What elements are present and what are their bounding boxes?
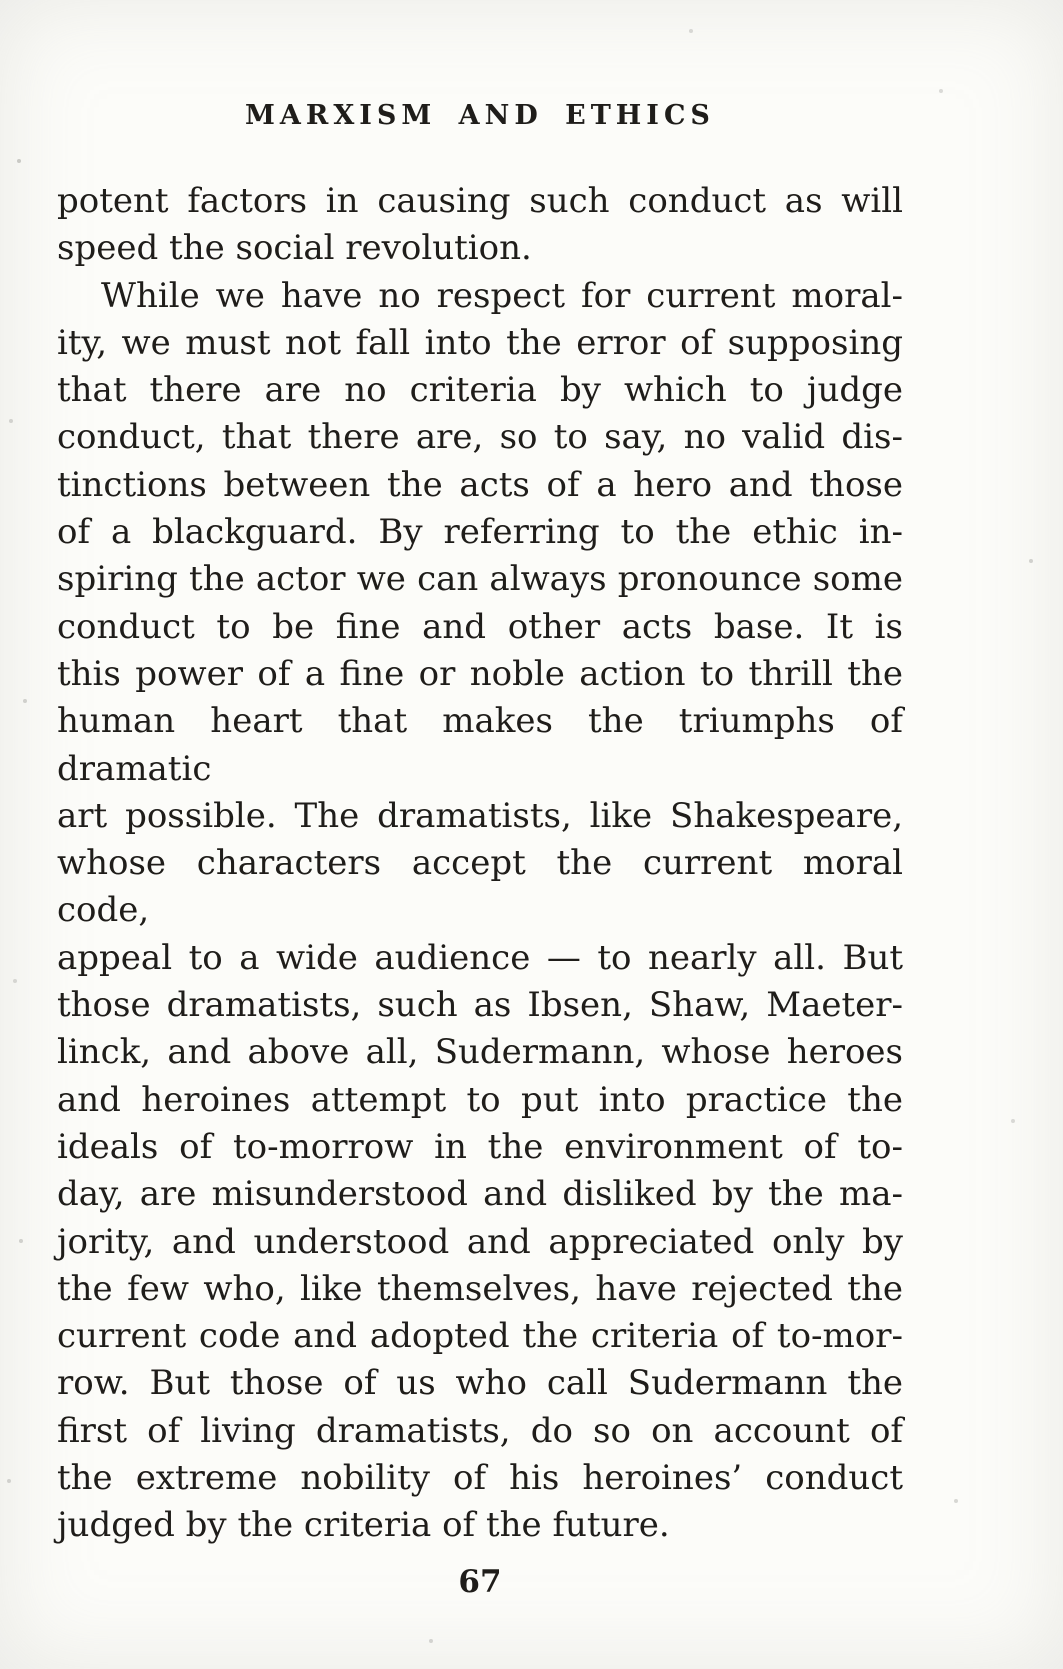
text-line: conduct to be fine and other acts base. It is xyxy=(57,606,903,647)
scan-speckles xyxy=(0,0,2,2)
text-line: speed the social revolution. xyxy=(57,228,532,269)
text-line: human heart that makes the triumphs of dramatic xyxy=(57,701,903,789)
text-line: those dramatists, such as Ibsen, Shaw, Maeter- xyxy=(57,985,903,1026)
text-line: the extreme nobility of his heroines’ conduct xyxy=(57,1458,903,1499)
text-line: jority, and understood and appreciated only by xyxy=(57,1221,903,1262)
text-line: day, are misunderstood and disliked by the ma- xyxy=(57,1174,903,1215)
text-line: conduct, that there are, so to say, no valid dis- xyxy=(57,417,903,458)
text-line: tinctions between the acts of a hero and those xyxy=(57,464,903,505)
text-line: the few who, like themselves, have rejected the xyxy=(57,1268,903,1309)
running-header: MARXISM AND ETHICS xyxy=(245,100,715,131)
text-line: ity, we must not fall into the error of supposing xyxy=(57,322,903,363)
text-line: linck, and above all, Sudermann, whose heroes xyxy=(57,1032,903,1073)
page-body xyxy=(57,178,903,1550)
text-line: of a blackguard. By referring to the ethic in- xyxy=(57,512,903,553)
text-line: While we have no respect for current moral- xyxy=(101,275,903,316)
text-line: row. But those of us who call Sudermann the xyxy=(57,1363,903,1404)
text-line: judged by the criteria of the future. xyxy=(57,1505,670,1546)
text-line: appeal to a wide audience — to nearly all. But xyxy=(57,937,903,978)
text-line: that there are no criteria by which to judge xyxy=(57,370,903,411)
text-column xyxy=(57,0,903,1602)
text-line: potent factors in causing such conduct as will xyxy=(57,181,903,221)
page-number: 67 xyxy=(458,1563,502,1600)
text-line: current code and adopted the criteria of to-mor- xyxy=(57,1316,903,1357)
text-line: spiring the actor we can always pronounce some xyxy=(57,559,903,600)
text-line: first of living dramatists, do so on account of xyxy=(57,1410,903,1451)
text-line: this power of a fine or noble action to thrill the xyxy=(57,653,903,694)
text-line: whose characters accept the current moral code, xyxy=(57,843,903,931)
text-line: and heroines attempt to put into practice the xyxy=(57,1079,903,1120)
text-line: art possible. The dramatists, like Shakespeare, xyxy=(57,795,903,836)
text-line: ideals of to-morrow in the environment of to- xyxy=(57,1126,903,1167)
